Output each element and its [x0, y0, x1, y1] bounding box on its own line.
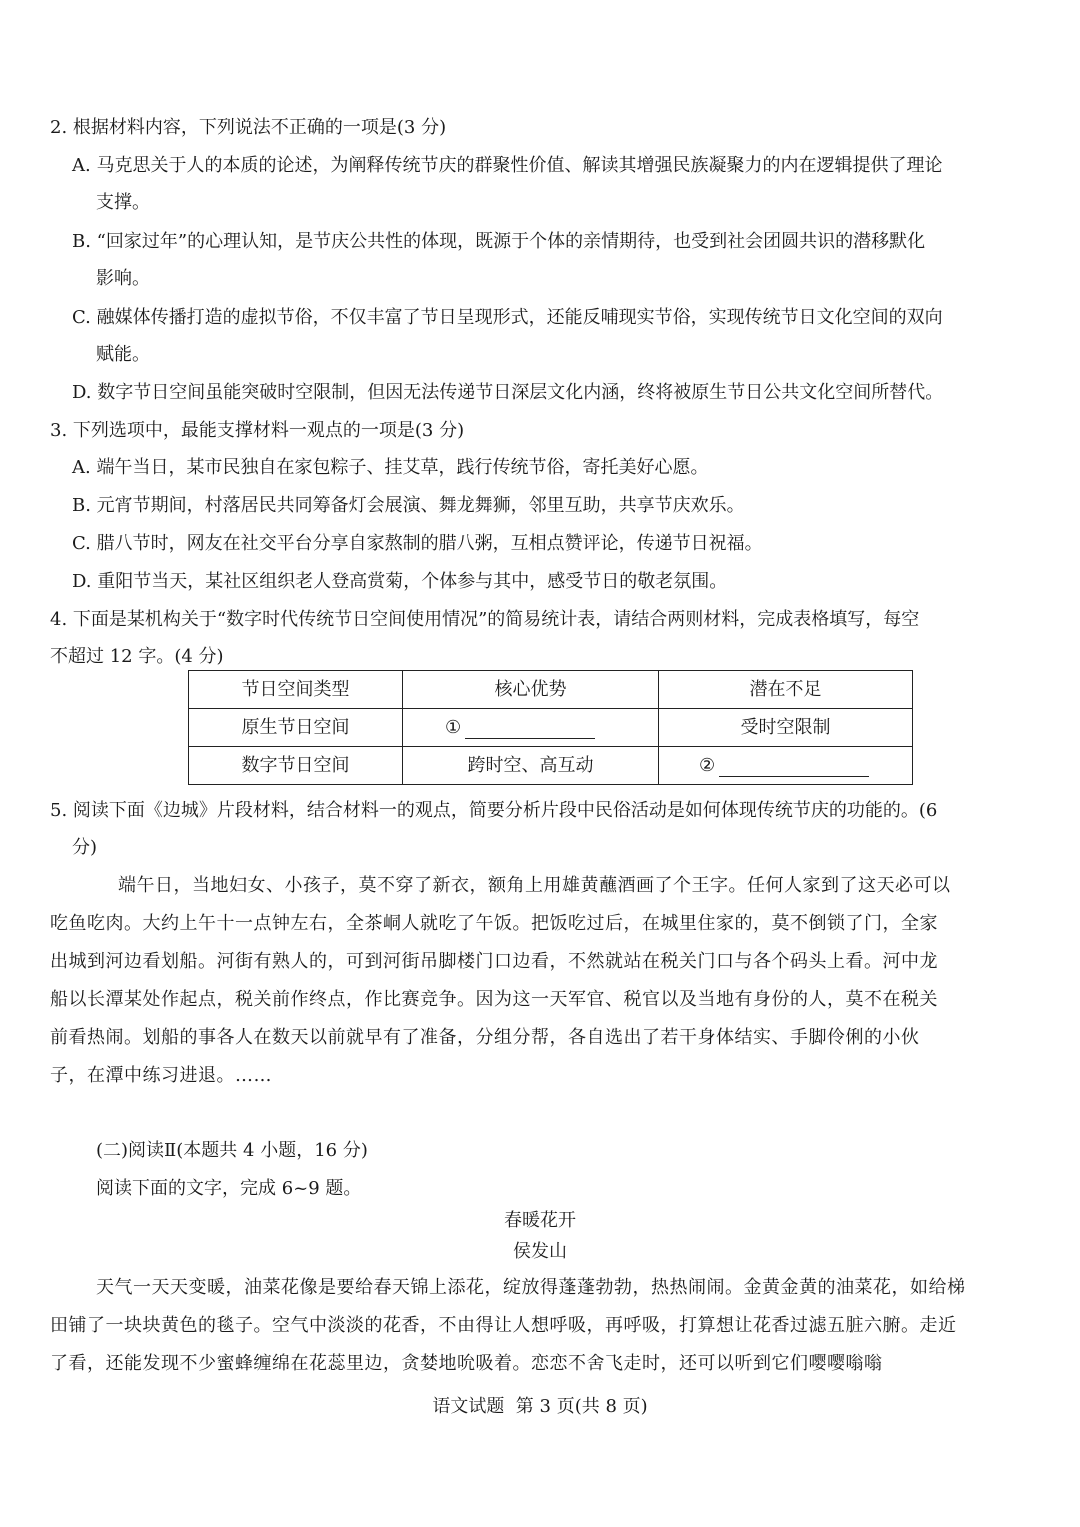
table-row [189, 709, 913, 747]
q5-stem-line1: 5. 阅读下面《边城》片段材料，结合材料一的观点，简要分析片段中民俗活动是如何体现传统节庆的功能的。(6 [50, 800, 938, 821]
q3-option-a: A. 端午当日，某市民独自在家包粽子、挂艾草，践行传统节俗，寄托美好心愿。 [72, 457, 709, 478]
passage-line: 船以长潭某处作起点，税关前作终点，作比赛竞争。因为这一天军官、税官以及当地有身份的人，莫不在税关 [50, 989, 938, 1010]
q2-option-c-line2: 赋能。 [96, 344, 150, 365]
q3-option-b: B. 元宵节期间，村落居民共同筹备灯会展演、舞龙舞狮，邻里互助，共享节庆欢乐。 [72, 495, 745, 516]
table-header-cell: 核心优势 [403, 671, 659, 709]
passage-line: 端午日，当地妇女、小孩子，莫不穿了新衣，额角上用雄黄蘸酒画了个王字。任何人家到了这天必可以 [118, 875, 951, 896]
article-line: 田铺了一块块黄色的毯子。空气中淡淡的花香，不由得让人想呼吸，再呼吸，打算想让花香过滤五脏六腑。走近 [50, 1315, 957, 1336]
q3-option-d: D. 重阳节当天，某社区组织老人登高赏菊，个体参与其中，感受节日的敬老氛围。 [72, 571, 728, 592]
table-header-cell: 节日空间类型 [189, 671, 403, 709]
passage-line: 出城到河边看划船。河街有熟人的，可到河街吊脚楼门口边看，不然就站在税关门口与各个码头上看。河中龙 [50, 951, 938, 972]
circled-one-marker: ① [445, 716, 462, 738]
answer-blank-1-cell[interactable] [403, 709, 659, 747]
q2-option-d: D. 数字节日空间虽能突破时空限制，但因无法传递节日深层文化内涵，终将被原生节日公共文化空间所替代。 [72, 382, 944, 403]
q2-option-a-line2: 支撑。 [96, 192, 150, 213]
q3-stem: 3. 下列选项中，最能支撑材料一观点的一项是(3 分) [50, 420, 465, 441]
section-heading: (二)阅读Ⅱ(本题共 4 小题，16 分) [96, 1140, 368, 1161]
q2-stem: 2. 根据材料内容，下列说法不正确的一项是(3 分) [50, 117, 447, 138]
q5-stem-line2: 分) [72, 837, 98, 858]
answer-blank-1[interactable] [465, 718, 595, 739]
passage-line: 前看热闹。划船的事各人在数天以前就早有了准备，分组分帮，各自选出了若干身体结实、手脚伶俐的小伙 [50, 1027, 920, 1048]
table-cell: 跨时空、高互动 [403, 747, 659, 785]
q2-option-c-line1: C. 融媒体传播打造的虚拟节俗，不仅丰富了节日呈现形式，还能反哺现实节俗，实现传统节日文化空间的双向 [72, 307, 943, 328]
article-author: 侯发山 [513, 1241, 567, 1262]
article-line: 天气一天天变暖，油菜花像是要给春天锦上添花，绽放得蓬蓬勃勃，热热闹闹。金黄金黄的油菜花，如给梯 [96, 1277, 966, 1298]
answer-blank-2-cell[interactable] [659, 747, 913, 785]
q2-option-b-line1: B. “回家过年”的心理认知，是节庆公共性的体现，既源于个体的亲情期待，也受到社会团圆共识的潜移默化 [72, 231, 926, 252]
table-cell: 数字节日空间 [189, 747, 403, 785]
q4-stem-line1: 4. 下面是某机构关于“数字时代传统节日空间使用情况”的简易统计表，请结合两则材料，完成表格填写，每空 [50, 609, 920, 630]
table-cell: 原生节日空间 [189, 709, 403, 747]
passage-line: 吃鱼吃肉。大约上午十一点钟左右，全茶峒人就吃了午饭。把饭吃过后，在城里住家的，莫不倒锁了门，全家 [50, 913, 938, 934]
q3-option-c: C. 腊八节时，网友在社交平台分享自家熬制的腊八粥，互相点赞评论，传递节日祝福。 [72, 533, 763, 554]
stats-table [188, 670, 913, 785]
circled-two-marker: ② [699, 754, 716, 776]
table-header-row [189, 671, 913, 709]
article-line: 了看，还能发现不少蜜蜂缠绵在花蕊里边，贪婪地吮吸着。恋恋不舍飞走时，还可以听到它们嘤嘤嗡嗡 [50, 1353, 883, 1374]
page-footer: 语文试题 第 3 页(共 8 页) [432, 1396, 648, 1417]
table-row [189, 747, 913, 785]
q2-option-b-line2: 影响。 [96, 268, 150, 289]
passage-line: 子，在潭中练习进退。…… [50, 1065, 272, 1086]
article-title: 春暖花开 [504, 1210, 576, 1231]
q4-stem-line2: 不超过 12 字。(4 分) [50, 646, 224, 667]
section-instruction: 阅读下面的文字，完成 6~9 题。 [96, 1178, 362, 1199]
table-header-cell: 潜在不足 [659, 671, 913, 709]
q2-option-a-line1: A. 马克思关于人的本质的论述，为阐释传统节庆的群聚性价值、解读其增强民族凝聚力的内在逻辑提供了理论 [72, 155, 943, 176]
table-cell: 受时空限制 [659, 709, 913, 747]
answer-blank-2[interactable] [719, 756, 869, 777]
